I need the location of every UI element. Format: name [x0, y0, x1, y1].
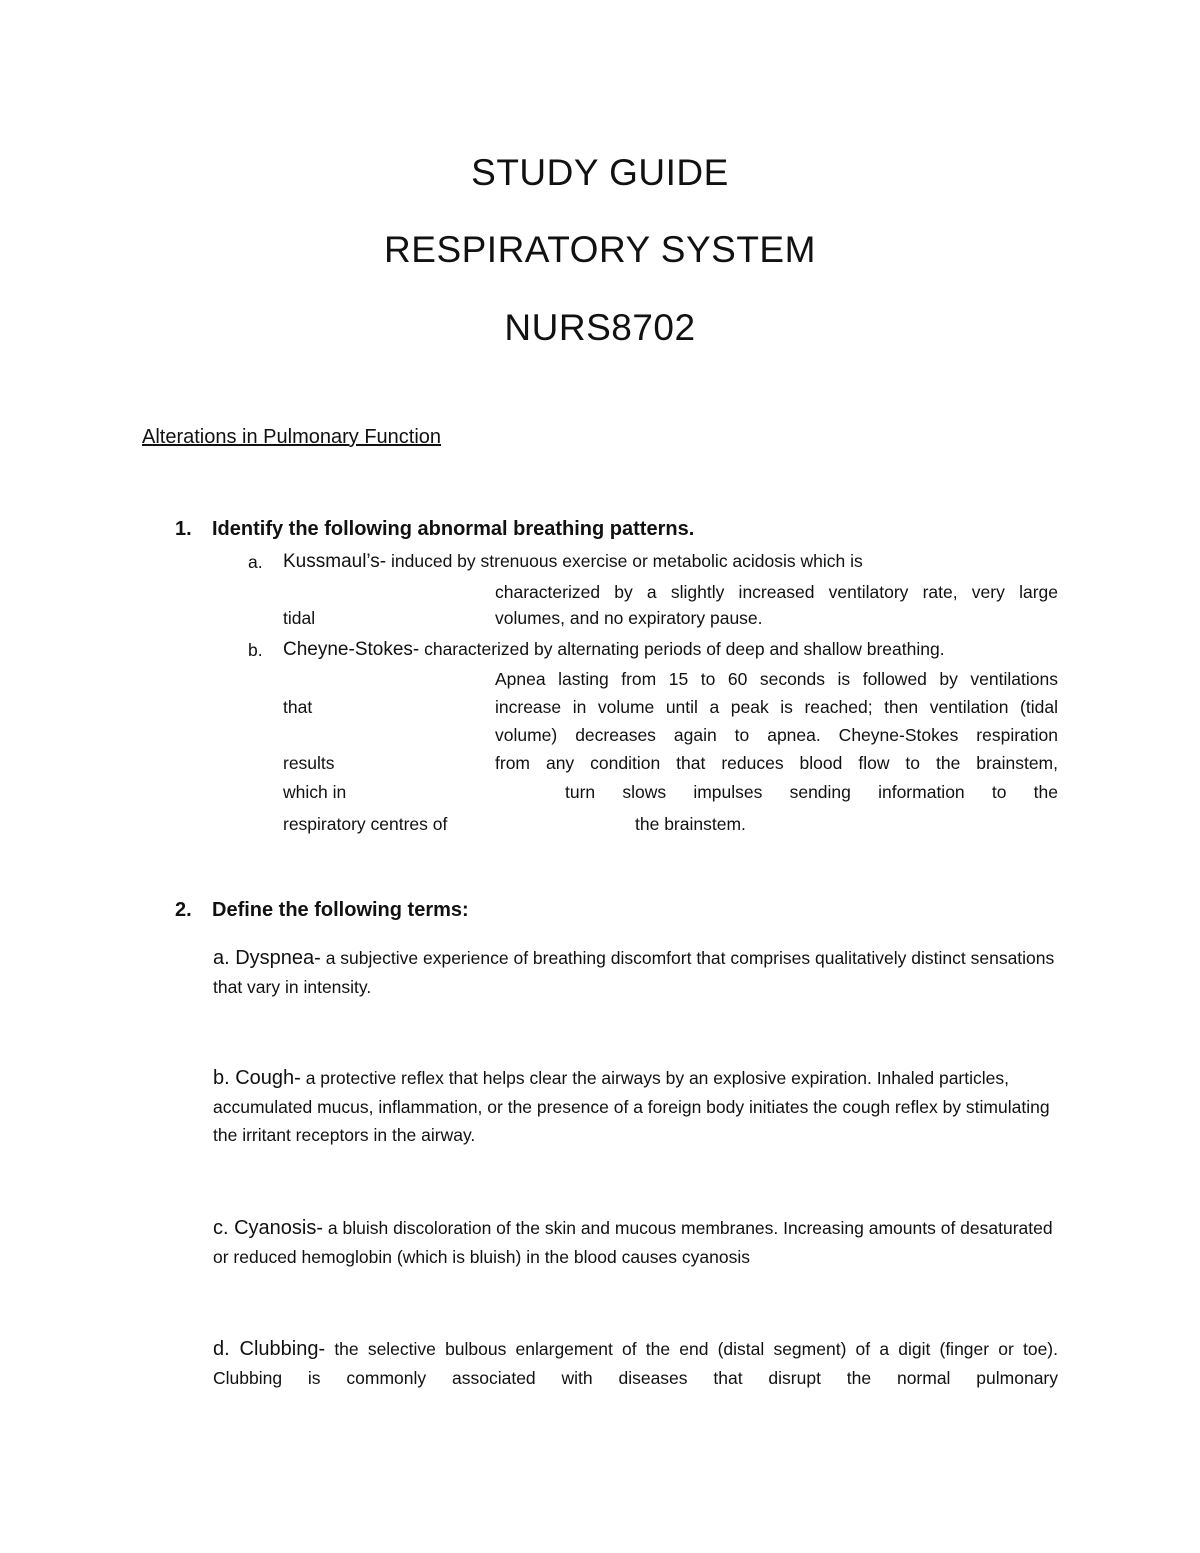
q2-b-definition — [213, 1064, 1058, 1150]
q1-b-term: Cheyne-Stokes- — [283, 639, 420, 660]
q2-a-term: a. Dyspnea- — [213, 947, 321, 969]
q1-b-line6-left: which in — [283, 782, 347, 802]
q1-a-term: Kussmaul’s- — [283, 551, 387, 572]
q1-b-line6-right: turn slows impulses sending information to the — [565, 782, 1058, 802]
q1-b-letter: b. — [248, 640, 263, 660]
q2-c-term: c. Cyanosis- — [213, 1217, 324, 1239]
title-respiratory-system: RESPIRATORY SYSTEM — [384, 229, 816, 270]
question-1-text: Identify the following abnormal breathing patterns. — [212, 518, 695, 540]
q1-a-line3-left: tidal — [283, 608, 316, 628]
q1-b-line5-right: from any condition that reduces blood flow to the brainstem, — [495, 753, 1058, 773]
q1-a-line3-right: volumes, and no expiratory pause. — [495, 608, 763, 628]
q1-b-line5-left: results — [283, 753, 335, 773]
q2-b-term: b. Cough- — [213, 1067, 301, 1089]
title-study-guide: STUDY GUIDE — [471, 152, 729, 193]
q1-a-letter: a. — [248, 552, 263, 572]
q1-b-line7-right: the brainstem. — [635, 814, 746, 834]
q2-c-body: a bluish discoloration of the skin and mucous membranes. Increasing amounts of desaturated or reduced hemoglobin (which is bluish) in the blood causes cyanosis — [213, 1218, 1053, 1267]
q1-a-line1-text: induced by strenuous exercise or metabolic acidosis which is — [386, 551, 863, 571]
q1-a-line2: characterized by a slightly increased ventilatory rate, very large — [495, 582, 1058, 602]
q2-d-definition — [213, 1335, 1058, 1392]
q1-a-line1 — [283, 550, 863, 573]
section-heading: Alterations in Pulmonary Function — [142, 426, 442, 448]
q2-b-body: a protective reflex that helps clear the airways by an explosive expiration. Inhaled particles, accumulated mucus, inflammation, or the presence of a foreign body initiates the cough reflex by stimulating the irritant receptors in the airway. — [213, 1068, 1050, 1145]
question-1-number: 1. — [175, 518, 192, 540]
q2-a-definition — [213, 944, 1058, 1001]
q1-b-line2: Apnea lasting from 15 to 60 seconds is followed by ventilations — [495, 669, 1058, 689]
q2-d-body: the selective bulbous enlargement of the end (distal segment) of a digit (finger or toe). Clubbing is commonly associated with diseases that disrupt the normal pulmonary — [213, 1339, 1059, 1388]
q1-b-line1 — [283, 638, 945, 661]
q1-b-line4: volume) decreases again to apnea. Cheyne-Stokes respiration — [495, 725, 1058, 745]
q1-b-line1-text: characterized by alternating periods of deep and shallow breathing. — [419, 639, 945, 659]
q2-d-term: d. Clubbing- — [213, 1338, 326, 1360]
q1-b-line7-left: respiratory centres of — [283, 814, 448, 834]
q1-b-line3-left: that — [283, 697, 313, 717]
question-2-text: Define the following terms: — [212, 899, 469, 921]
q1-b-line3-right: increase in volume until a peak is reached; then ventilation (tidal — [495, 697, 1058, 717]
question-2-number: 2. — [175, 899, 192, 921]
q2-c-definition — [213, 1214, 1058, 1271]
title-course-code: NURS8702 — [504, 307, 696, 348]
q2-a-body: a subjective experience of breathing discomfort that comprises qualitatively distinct sensations that vary in intensity. — [213, 948, 1055, 997]
